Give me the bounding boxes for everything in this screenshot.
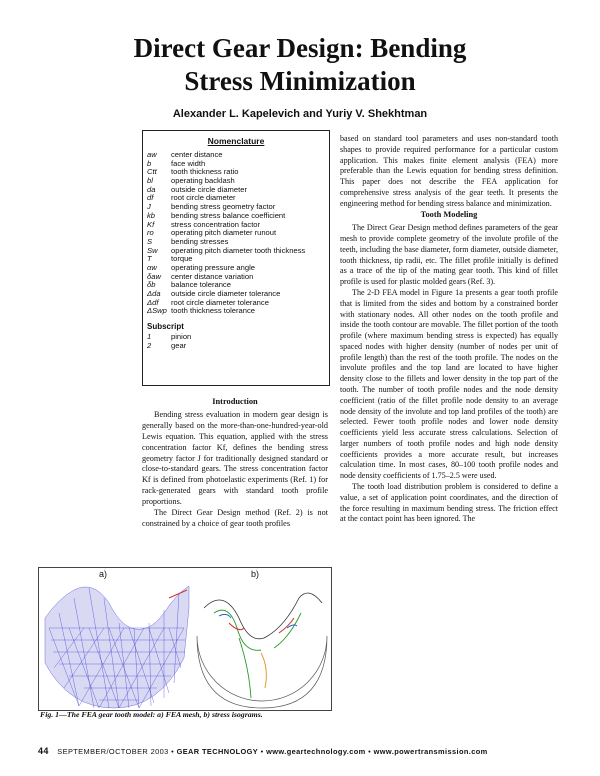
nomenclature-description: outside circle diameter tolerance — [171, 289, 281, 298]
intro-paragraph-2: The Direct Gear Design method (Ref. 2) is not constrained by a choice of gear tooth profiles — [142, 508, 328, 528]
footer-magazine: GEAR TECHNOLOGY — [176, 747, 259, 756]
nomenclature-symbol: df — [147, 193, 154, 203]
subscript-row — [143, 342, 329, 351]
nomenclature-symbol: S — [147, 236, 153, 246]
subscript-symbol: 1 — [147, 332, 152, 342]
right-paragraph-1: The Direct Gear Design method defines parameters of the gear mesh to provide complete geometry of the involute profile of the teeth, including the base diameter, form diameter, outside diameter, tooth thickness, tip radii, etc. The fillet profile initially is defined as a trace of the tip of the mating gear tooth. This kind of fillet profile is used for plastic molded gears (Ref. 3). — [340, 223, 558, 287]
figure-label-b: b) — [251, 569, 260, 579]
nomenclature-description: operating pitch diameter runout — [171, 228, 277, 238]
fea-mesh — [45, 586, 189, 708]
nomenclature-description: operating backlash — [171, 176, 235, 186]
article-title — [0, 32, 600, 98]
nomenclature-description: operating pressure angle — [171, 262, 256, 272]
intro-heading: Introduction — [212, 397, 258, 406]
authors: Alexander L. Kapelevich and Yuriy V. Shekhtman — [172, 108, 428, 120]
nomenclature-description: root circle diameter — [171, 193, 236, 203]
nomenclature-description: bending stress geometry factor — [171, 202, 276, 212]
nomenclature-symbol: ro — [147, 228, 154, 238]
figure-caption: Fig. 1—The FEA gear tooth model: a) FEA mesh, b) stress isograms. — [40, 710, 263, 719]
subscript-heading: Subscript — [147, 322, 184, 332]
nomenclature-description: tooth thickness ratio — [171, 167, 239, 177]
nomenclature-symbol: αw — [147, 262, 157, 272]
nomenclature-description: center distance — [171, 150, 223, 159]
footer-link-geartechnology[interactable]: www.geartechnology.com — [266, 747, 366, 756]
nomenclature-description: stress concentration factor — [171, 219, 261, 229]
right-paragraph-3: The tooth load distribution problem is considered to define a value, a set of application point coordinates, and the direction of the force resulting in maximum bending stress. The friction effect at the contact point has been ignored. The — [340, 482, 558, 524]
nomenclature-description: bending stresses — [171, 236, 229, 246]
footer-separator: • — [368, 747, 372, 756]
nomenclature-box — [142, 130, 330, 386]
page-number: 44 — [38, 746, 49, 756]
figure-graphic — [39, 568, 331, 710]
subscript-list — [143, 333, 329, 350]
nomenclature-symbol: b — [147, 158, 152, 168]
right-paragraph-0: based on standard tool parameters and uses non-standard tooth shapes to provide required performance for a particular custom application. This makes finite element analysis (FEA) more preferable than the Lewis equation for bending stress definition. This paper does not describe the FEA application for comprehensive stress analysis of the gear teeth. It presents the engineering method for bending stress balance and minimization. — [340, 134, 558, 208]
subscript-symbol: 2 — [147, 340, 152, 350]
figure-label-a: a) — [99, 569, 108, 579]
nomenclature-symbol: kb — [147, 210, 156, 220]
nomenclature-symbol: da — [147, 184, 156, 194]
nomenclature-symbol: δaw — [147, 271, 161, 281]
stress-isograms — [197, 593, 327, 708]
nomenclature-symbol: Kf — [147, 219, 155, 229]
nomenclature-description: outside circle diameter — [171, 184, 247, 194]
nomenclature-symbol: Δda — [147, 289, 161, 298]
right-column — [340, 134, 558, 525]
tooth-modeling-heading: Tooth Modeling — [420, 210, 478, 220]
nomenclature-row — [143, 307, 329, 316]
nomenclature-description: operating pitch diameter tooth thickness — [171, 245, 306, 255]
title-line-1: Direct Gear Design: Bending — [133, 33, 467, 63]
nomenclature-symbol: Δdf — [147, 297, 159, 307]
right-paragraph-2: The 2-D FEA model in Figure 1a presents a gear tooth profile that is limited from the sides and bottom by a constrained border with stationary nodes. All other nodes on the tooth profile and inside the tooth contour are movable. The fillet portion of the tooth profile (where maximum bending stress is expected) has equally spaced nodes with higher density (number of nodes per unit of profile length) than the rest of the tooth profile. The nodes on the involute profiles and the top land are located to have higher density close to the fillets and lower density in the top part of the tooth. The number of tooth profile nodes and the node density coefficient (ratio of the fillet profile node density to an average node density of the involute and top land profiles of the tooth) are selected. Fewer tooth profile nodes and lower node density coefficients yield less accurate stress calculations. Selection of larger numbers of tooth profile nodes and high node density coefficients provides a more accurate result, but increases calculation time. In most cases, 80–100 tooth profile nodes and node density coefficients of 1.75–2.5 were used. — [340, 287, 558, 481]
nomenclature-symbol: T — [147, 254, 152, 264]
nomenclature-description: bending stress balance coefficient — [171, 210, 286, 220]
subscript-description: gear — [171, 340, 187, 350]
footer-separator: • — [260, 747, 264, 756]
title-line-2: Stress Minimization — [184, 66, 416, 96]
nomenclature-description: torque — [171, 254, 193, 264]
figure-1 — [38, 567, 332, 711]
nomenclature-symbol: Ctt — [147, 167, 157, 177]
nomenclature-symbol: aw — [147, 150, 157, 159]
nomenclature-description: root circle diameter tolerance — [171, 297, 269, 307]
footer-issue: SEPTEMBER/OCTOBER 2003 — [57, 747, 169, 756]
nomenclature-symbol: bl — [147, 176, 153, 186]
nomenclature-description: tooth thickness tolerance — [171, 306, 256, 316]
footer-separator: • — [171, 747, 175, 756]
nomenclature-description: face width — [171, 158, 206, 168]
nomenclature-list — [143, 151, 329, 316]
nomenclature-heading: Nomenclature — [207, 136, 265, 146]
nomenclature-symbol: J — [147, 202, 151, 212]
page-footer — [38, 746, 558, 756]
nomenclature-symbol: δb — [147, 280, 156, 290]
subscript-description: pinion — [171, 332, 192, 342]
nomenclature-description: center distance variation — [171, 271, 254, 281]
nomenclature-description: balance tolerance — [171, 280, 231, 290]
footer-link-powertransmission[interactable]: www.powertransmission.com — [373, 747, 488, 756]
nomenclature-symbol: Sw — [147, 245, 158, 255]
intro-column — [142, 396, 328, 530]
intro-paragraph-1: Bending stress evaluation in modern gear design is generally based on the more-than-one-hundred-year-old Lewis equation. This equation, applied with the stress concentration factor Kf, defines the bending stress geometry factor J for traditionally designed standard or close-to-standard gears. The stress concentration factor Kf is defined from photoelastic experiments (Ref. 1) for rack-generated gears with standard tooth profile proportions. — [142, 409, 328, 507]
nomenclature-symbol: ΔSwp — [147, 306, 167, 316]
